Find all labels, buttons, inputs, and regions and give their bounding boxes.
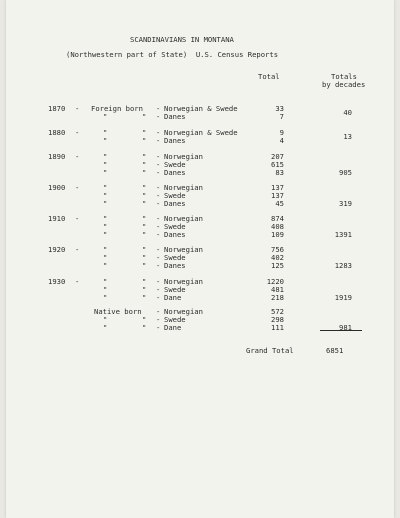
group-label: Danes [164,112,186,121]
dash: - [156,112,161,121]
sum-underline [320,330,362,331]
origin-label: Foreign born [91,104,143,113]
origin-label: " " [103,128,147,137]
origin-label: " " [103,293,147,302]
decade-total: 319 [339,199,352,208]
document-title: SCANDINAVIANS IN MONTANA [130,35,234,44]
group-label: Swede [164,315,186,324]
origin-label: " " [103,199,147,208]
dash: - [156,307,161,316]
document-subtitle: (Northwestern part of State) U.S. Census Reports [66,50,279,59]
origin-label: " " [103,245,147,254]
decade-year: 1870 [48,104,66,113]
dash: - [156,277,161,286]
year-dash: - [75,245,80,254]
decade-total: 905 [339,168,352,177]
row-total: 402 [271,253,284,262]
dash: - [156,168,161,177]
origin-label: " " [103,160,147,169]
dash: - [156,104,161,113]
year-dash: - [75,183,80,192]
row-total: 137 [271,183,284,192]
origin-label: " " [103,183,147,192]
row-total: 125 [271,261,284,270]
row-total: 4 [279,136,284,145]
decade-year: 1920 [48,245,66,254]
row-total: 137 [271,191,284,200]
year-dash: - [75,214,80,223]
group-label: Danes [164,230,186,239]
origin-label: " " [103,277,147,286]
group-label: Danes [164,168,186,177]
row-total: 207 [271,152,284,161]
origin-label: " " [103,230,147,239]
group-label: Norwegian [164,245,203,254]
group-label: Norwegian & Swede [164,104,238,113]
dash: - [156,315,161,324]
group-label: Danes [164,199,186,208]
header-totals: Totals [331,72,357,81]
origin-label: " " [103,222,147,231]
row-total: 1220 [266,277,284,286]
decade-total: 1391 [334,230,352,239]
origin-label: " " [103,214,147,223]
row-total: 408 [271,222,284,231]
dash: - [156,261,161,270]
decade-year: 1880 [48,128,66,137]
decade-year: 1930 [48,277,66,286]
group-label: Danes [164,261,186,270]
origin-label: " " [103,285,147,294]
dash: - [156,160,161,169]
group-label: Norwegian [164,214,203,223]
origin-label: " " [103,168,147,177]
group-label: Swede [164,191,186,200]
header-by-decades: by decades [322,80,366,89]
dash: - [156,285,161,294]
dash: - [156,214,161,223]
dash: - [156,191,161,200]
row-total: 756 [271,245,284,254]
year-dash: - [75,128,80,137]
grand-total-value: 6851 [326,346,344,355]
row-total: 481 [271,285,284,294]
origin-label: Native born [94,307,142,316]
row-total: 572 [271,307,284,316]
row-total: 109 [271,230,284,239]
decade-total: 40 [343,108,352,117]
row-total: 111 [271,323,284,332]
dash: - [156,222,161,231]
group-label: Norwegian [164,152,203,161]
row-total: 218 [271,293,284,302]
decade-total: 1283 [334,261,352,270]
dash: - [156,136,161,145]
origin-label: " " [103,112,147,121]
row-total: 874 [271,214,284,223]
row-total: 7 [279,112,284,121]
origin-label: " " [103,136,147,145]
row-total: 33 [275,104,284,113]
decade-total: 13 [343,132,352,141]
row-total: 615 [271,160,284,169]
year-dash: - [75,152,80,161]
decade-total: 981 [339,323,352,332]
origin-label: " " [103,253,147,262]
group-label: Swede [164,253,186,262]
origin-label: " " [103,315,147,324]
row-total: 45 [275,199,284,208]
dash: - [156,128,161,137]
origin-label: " " [103,261,147,270]
group-label: Swede [164,160,186,169]
dash: - [156,152,161,161]
group-label: Norwegian [164,277,203,286]
dash: - [156,253,161,262]
group-label: Norwegian & Swede [164,128,238,137]
census-document [6,0,394,518]
group-label: Norwegian [164,183,203,192]
dash: - [156,230,161,239]
decade-year: 1910 [48,214,66,223]
origin-label: " " [103,152,147,161]
grand-total-label: Grand Total [246,346,294,355]
origin-label: " " [103,323,147,332]
group-label: Norwegian [164,307,203,316]
year-dash: - [75,277,80,286]
year-dash: - [75,104,80,113]
row-total: 9 [279,128,284,137]
decade-year: 1900 [48,183,66,192]
group-label: Swede [164,285,186,294]
row-total: 298 [271,315,284,324]
decade-total: 1919 [334,293,352,302]
origin-label: " " [103,191,147,200]
dash: - [156,293,161,302]
group-label: Danes [164,136,186,145]
header-total: Total [258,72,280,81]
dash: - [156,245,161,254]
group-label: Swede [164,222,186,231]
group-label: Dane [164,293,182,302]
row-total: 83 [275,168,284,177]
dash: - [156,199,161,208]
decade-year: 1890 [48,152,66,161]
dash: - [156,323,161,332]
dash: - [156,183,161,192]
group-label: Dane [164,323,182,332]
